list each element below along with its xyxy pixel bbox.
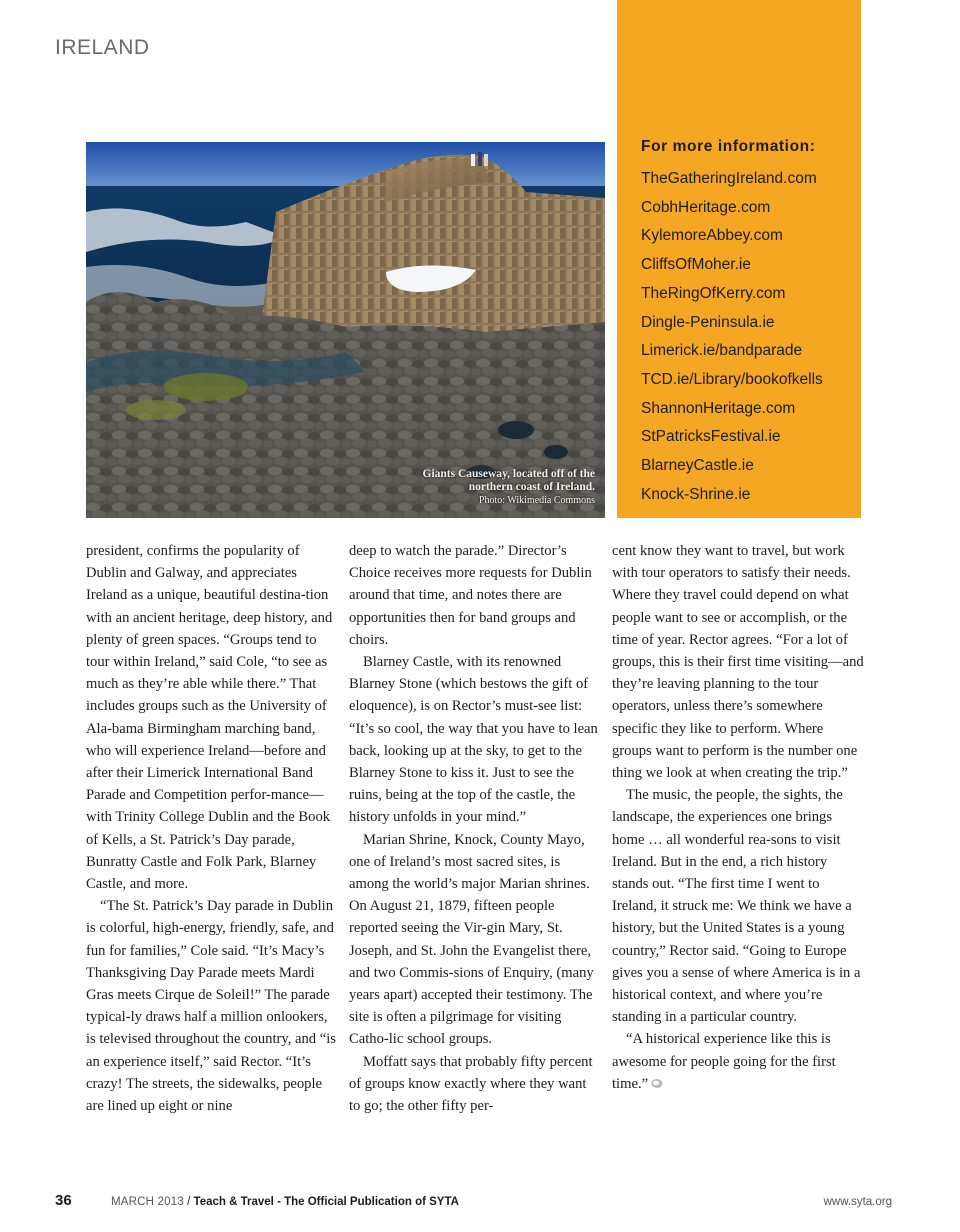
- info-link[interactable]: Dingle-Peninsula.ie: [641, 313, 775, 331]
- info-links-list: [641, 165, 823, 509]
- article-paragraph: The music, the people, the sights, the landscape, the experiences one brings home … all wonderful rea-sons to visit Ireland. But in the end, a rich history stands out. “The first time I went to Ireland, it struck me: We think we have a history, but the United States is a young country,” Rector said. “Going to Europe gives you a sense of where America is in a historical context, and where you’re standing in a particular country.: [612, 787, 861, 1026]
- photo-credit: Photo: Wikimedia Commons: [478, 495, 595, 506]
- info-sidebar: [617, 0, 861, 518]
- issue-info: [111, 1196, 459, 1208]
- article-paragraph: president, confirms the popularity of Dublin and Galway, and appreciates Ireland as a unique, beautiful destina-tion with an ancient heritage, deep history, and plenty of green spaces. “Groups tend to tour within Ireland,” said Cole, “to see as much as they’re able while there.” That includes groups such as the University of Ala-bama Birmingham marching band, who will experience Ireland—before and after their Limerick International Band Parade and Competition perfor-mance—with Trinity College Dublin and the Book of Kells, a St. Patrick’s Day parade, Bunratty Castle and Folk Park, Blarney Castle, and more.: [86, 543, 333, 893]
- info-link[interactable]: CliffsOfMoher.ie: [641, 256, 751, 274]
- info-link[interactable]: TheGatheringIreland.com: [641, 170, 817, 187]
- page-footer: [0, 1190, 960, 1216]
- article-paragraph: “The St. Patrick’s Day parade in Dublin is colorful, high-energy, friendly, safe, and fun for families,” Cole said. “It’s Macy’s Thanksgiving Day Parade meets Mardi Gras meets Cirque de Soleil!” The parade typical-ly draws half a million onlookers, is televised throughout the country, and “is an experience itself,” said Rector. “It’s crazy! The streets, the sidewalks, people are lined up eight or nine: [86, 898, 336, 1115]
- info-link[interactable]: StPatricksFestival.ie: [641, 428, 781, 446]
- section-title: IRELAND: [55, 36, 150, 59]
- article-paragraph: Blarney Castle, with its renowned Blarney Stone (which bestows the gift of eloquence), is on Rector’s must-see list: “It’s so cool, the way that you have to lean back, looking up at the sky, to get to the Blarney Stone to kiss it. Just to see the ruins, being at the top of the castle, the history unfolds in your mind.”: [349, 654, 598, 826]
- issue-date: MARCH 2013: [111, 1196, 184, 1208]
- info-link[interactable]: CobhHeritage.com: [641, 198, 771, 216]
- caption-line: northern coast of Ireland.: [468, 481, 595, 493]
- article-paragraph: Marian Shrine, Knock, County Mayo, one of Ireland’s most sacred sites, is among the world’s major Marian shrines. On August 21, 1879, fifteen people reported seeing the Vir-gin Mary, St. Joseph, and St. John the Evangelist there, and two Commis-sions of Enquiry, (many years apart) accepted their testimony. The site is often a pilgrimage for visiting Catho-lic school groups.: [349, 831, 594, 1048]
- closing-text: “A historical experience like this is awesome for people going for the first time.”: [612, 1031, 836, 1092]
- info-link[interactable]: KylemoreAbbey.com: [641, 227, 783, 245]
- page-number: 36: [55, 1192, 72, 1209]
- publication-name: Teach & Travel - The Official Publication of SYTA: [193, 1196, 459, 1208]
- info-link[interactable]: TCD.ie/Library/bookofkells: [641, 370, 823, 388]
- caption-line: Giants Causeway, located off of the: [422, 468, 595, 480]
- info-link[interactable]: ShannonHeritage.com: [641, 399, 796, 417]
- article-closing-paragraph: [612, 1028, 864, 1095]
- info-link[interactable]: BlarneyCastle.ie: [641, 457, 754, 475]
- article-paragraph: Moffatt says that probably fifty percent of groups know exactly where they want to go; the other fifty per-: [349, 1053, 593, 1115]
- info-link[interactable]: Knock-Shrine.ie: [641, 485, 751, 503]
- article-column-1: [86, 540, 338, 1117]
- info-link[interactable]: TheRingOfKerry.com: [641, 284, 786, 302]
- sidebar-heading: For more information:: [641, 138, 816, 155]
- end-mark-icon: [651, 1078, 663, 1089]
- article-column-2: [349, 540, 601, 1117]
- coastal-rocks-illustration: [86, 142, 605, 518]
- website-link[interactable]: www.syta.org: [823, 1196, 892, 1208]
- article-paragraph: deep to watch the parade.” Director’s Choice receives more requests for Dublin around that time, and notes there are opportunities then for band groups and choirs.: [349, 543, 592, 648]
- photo-caption: [423, 468, 596, 507]
- giants-causeway-photo: [86, 142, 605, 518]
- issue-separator: /: [183, 1196, 194, 1208]
- article-paragraph: cent know they want to travel, but work with tour operators to satisfy their needs. Where they travel could depend on what people want to see or accomplish, or the time of year. Rector agrees. “For a lot of groups, this is their first time visiting—and they’re leaving planning to the tour operators, unless there’s somewhere specific they like to perform. Where groups want to perform is the number one thing we look at when creating the trip.”: [612, 543, 864, 782]
- info-link[interactable]: Limerick.ie/bandparade: [641, 342, 803, 360]
- article-column-3: [612, 540, 864, 1095]
